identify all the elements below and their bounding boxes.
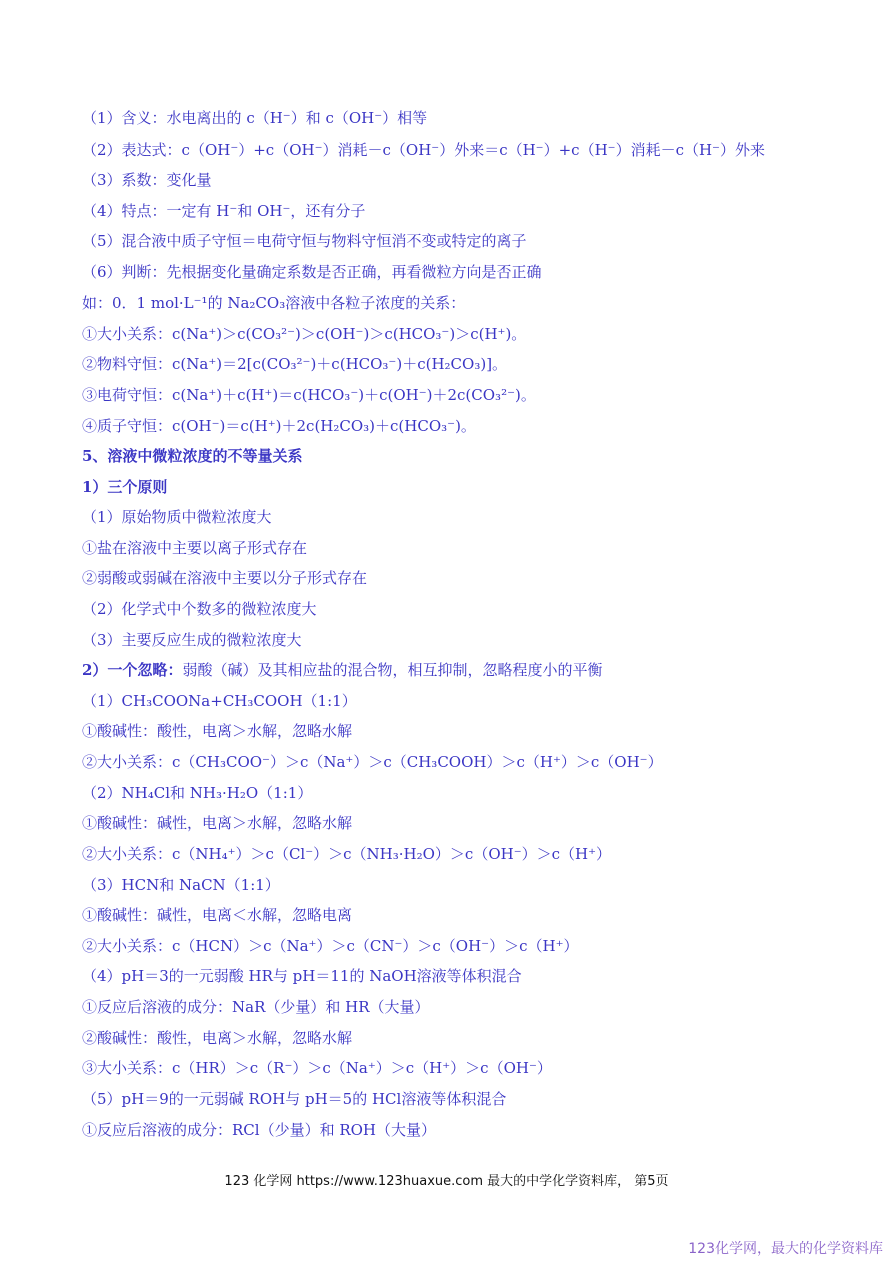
text-line: ②物料守恒：c(Na⁺)＝2[c(CO₃²⁻)＋c(HCO₃⁻)＋c(H₂CO₃)]。 (82, 355, 508, 373)
text-line: （1）CH₃COONa+CH₃COOH（1:1） (82, 692, 357, 710)
text-line: （2）表达式：c（OH⁻）+c（OH⁻）消耗－c（OH⁻）外来＝c（H⁻）+c（H⁻）消耗－c（H⁻）外来 (82, 141, 765, 159)
text-line: （2）化学式中个数多的微粒浓度大 (82, 600, 317, 618)
text-fragment: 弱酸（碱）及其相应盐的混合物，相互抑制，忽略程度小的平衡 (182, 661, 603, 679)
text-line: （4）特点：一定有 H⁻和 OH⁻，还有分子 (82, 202, 366, 220)
text-line: ②弱酸或弱碱在溶液中主要以分子形式存在 (82, 569, 368, 587)
text-line: ②大小关系：c（CH₃COO⁻）＞c（Na⁺）＞c（CH₃COOH）＞c（H⁺）＞c（OH⁻） (82, 753, 663, 771)
text-line: （3）HCN和 NaCN（1:1） (82, 876, 280, 894)
text-line: ③电荷守恒：c(Na⁺)＋c(H⁺)＝c(HCO₃⁻)＋c(OH⁻)＋2c(CO₃²⁻)。 (82, 386, 536, 404)
text-line: ①反应后溶液的成分：RCl（少量）和 ROH（大量） (82, 1121, 437, 1139)
text-line: ①酸碱性：碱性，电离＜水解，忽略电离 (82, 906, 353, 924)
section-heading: 5、溶液中微粒浓度的不等量关系 (82, 447, 303, 465)
text-line: （6）判断：先根据变化量确定系数是否正确，再看微粒方向是否正确 (82, 263, 542, 281)
text-line: （3）主要反应生成的微粒浓度大 (82, 631, 302, 649)
text-line: ②大小关系：c（NH₄⁺）＞c（Cl⁻）＞c（NH₃·H₂O）＞c（OH⁻）＞c（H⁺） (82, 845, 612, 863)
site-watermark: 123化学网，最大的化学资料库 (688, 1241, 883, 1257)
subsection-heading: 1）三个原则 (82, 478, 168, 496)
text-line: （5）混合液中质子守恒＝电荷守恒与物料守恒消不变或特定的离子 (82, 232, 527, 250)
text-line: ②酸碱性：酸性，电离＞水解，忽略水解 (82, 1029, 353, 1047)
text-line: （4）pH＝3的一元弱酸 HR与 pH＝11的 NaOH溶液等体积混合 (82, 967, 522, 985)
text-line: ③大小关系：c（HR）＞c（R⁻）＞c（Na⁺）＞c（H⁺）＞c（OH⁻） (82, 1059, 552, 1077)
text-line: （3）系数：变化量 (82, 171, 212, 189)
text-line: ①酸碱性：酸性，电离＞水解，忽略水解 (82, 722, 353, 740)
text-line: （5）pH＝9的一元弱碱 ROH与 pH＝5的 HCl溶液等体积混合 (82, 1090, 507, 1108)
text-line: 如：0．1 mol·L⁻¹的 Na₂CO₃溶液中各粒子浓度的关系： (82, 294, 466, 312)
text-line: ①酸碱性：碱性，电离＞水解，忽略水解 (82, 814, 353, 832)
text-line: ②大小关系：c（HCN）＞c（Na⁺）＞c（CN⁻）＞c（OH⁻）＞c（H⁺） (82, 937, 579, 955)
text-line: （1）含义：水电离出的 c（H⁻）和 c（OH⁻）相等 (82, 109, 428, 127)
text-line (82, 660, 602, 680)
text-line: ④质子守恒：c(OH⁻)＝c(H⁺)＋2c(H₂CO₃)＋c(HCO₃⁻)。 (82, 417, 476, 435)
text-line: （2）NH₄Cl和 NH₃·H₂O（1:1） (82, 784, 313, 802)
text-line: ①盐在溶液中主要以离子形式存在 (82, 539, 308, 557)
text-line: （1）原始物质中微粒浓度大 (82, 508, 272, 526)
text-line: ①反应后溶液的成分：NaR（少量）和 HR（大量） (82, 998, 430, 1016)
subsection-heading: 2）一个忽略： (82, 661, 183, 679)
page-footer: 123 化学网 https://www.123huaxue.com 最大的中学化学资料库， 第5页 (224, 1174, 669, 1189)
text-line: ①大小关系：c(Na⁺)＞c(CO₃²⁻)＞c(OH⁻)＞c(HCO₃⁻)＞c(H⁺)。 (82, 325, 527, 343)
